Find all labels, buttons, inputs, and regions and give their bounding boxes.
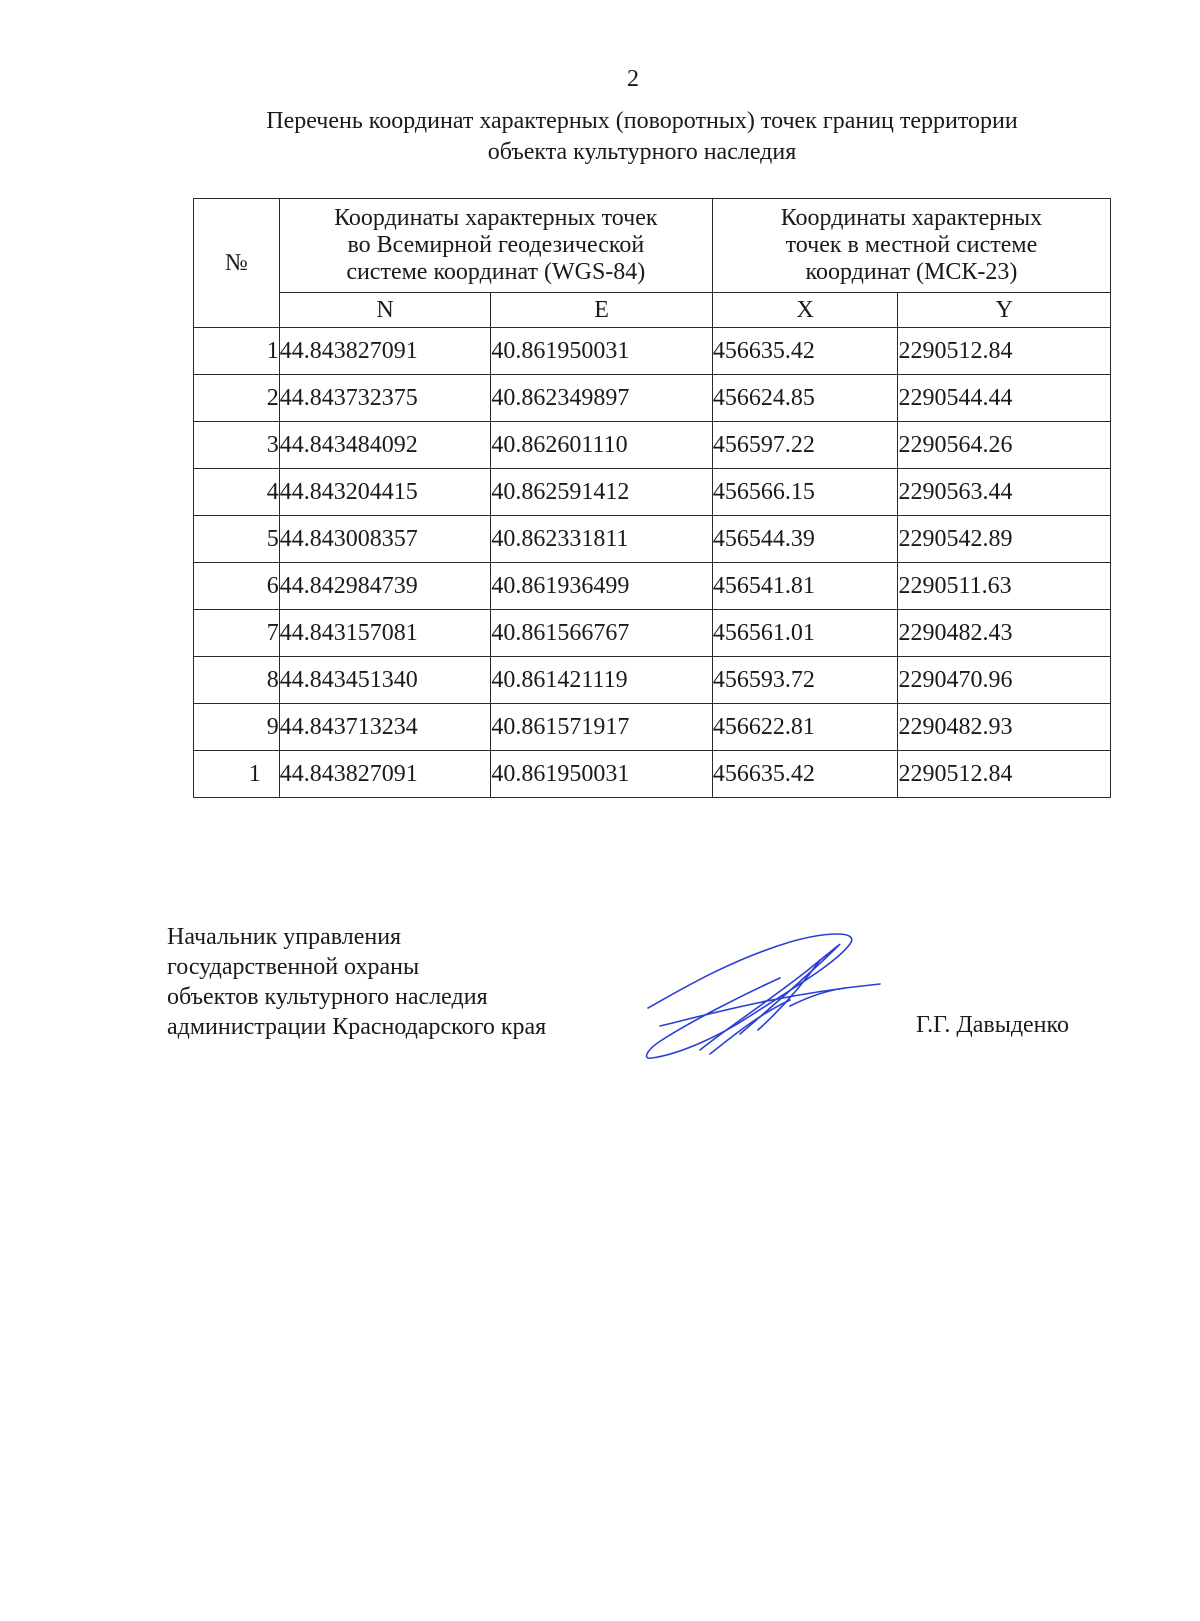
coord-x: 456561.01 bbox=[712, 610, 898, 657]
point-number: 7 bbox=[194, 610, 280, 657]
number-column-header: № bbox=[194, 199, 280, 328]
coord-y: 2290470.96 bbox=[898, 657, 1111, 704]
signatory-position bbox=[167, 922, 546, 1042]
wgs84-group-header bbox=[279, 199, 712, 293]
coord-y: 2290482.43 bbox=[898, 610, 1111, 657]
latitude-n: 44.843204415 bbox=[279, 469, 491, 516]
point-number: 1 bbox=[194, 751, 280, 798]
column-header-x: X bbox=[712, 293, 898, 328]
msk23-group-header bbox=[712, 199, 1110, 293]
title-line-2: объекта культурного наследия bbox=[487, 139, 797, 165]
title-line-1: Перечень координат характерных (поворотных) точек границ территории bbox=[266, 108, 1018, 134]
point-number: 3 bbox=[194, 422, 280, 469]
header-line: во Всемирной геодезической bbox=[347, 232, 645, 258]
point-number: 4 bbox=[194, 469, 280, 516]
column-header-y: Y bbox=[898, 293, 1111, 328]
table-row bbox=[194, 704, 1111, 751]
longitude-e: 40.861571917 bbox=[491, 704, 713, 751]
longitude-e: 40.861421119 bbox=[491, 657, 713, 704]
handwritten-signature bbox=[640, 930, 890, 1070]
table-row bbox=[194, 328, 1111, 375]
latitude-n: 44.843008357 bbox=[279, 516, 491, 563]
point-number: 2 bbox=[194, 375, 280, 422]
longitude-e: 40.862591412 bbox=[491, 469, 713, 516]
coord-y: 2290544.44 bbox=[898, 375, 1111, 422]
column-header-e: E bbox=[491, 293, 713, 328]
coord-x: 456597.22 bbox=[712, 422, 898, 469]
latitude-n: 44.843451340 bbox=[279, 657, 491, 704]
coord-y: 2290542.89 bbox=[898, 516, 1111, 563]
latitude-n: 44.843827091 bbox=[279, 751, 491, 798]
coord-x: 456624.85 bbox=[712, 375, 898, 422]
header-line: Координаты характерных bbox=[780, 205, 1043, 231]
latitude-n: 44.843484092 bbox=[279, 422, 491, 469]
longitude-e: 40.862601110 bbox=[491, 422, 713, 469]
point-number: 8 bbox=[194, 657, 280, 704]
table-row bbox=[194, 751, 1111, 798]
longitude-e: 40.861950031 bbox=[491, 751, 713, 798]
position-line: объектов культурного наследия bbox=[167, 984, 488, 1010]
coord-y: 2290511.63 bbox=[898, 563, 1111, 610]
document-title bbox=[190, 106, 1094, 168]
longitude-e: 40.862331811 bbox=[491, 516, 713, 563]
coordinates-table bbox=[193, 198, 1111, 798]
longitude-e: 40.861566767 bbox=[491, 610, 713, 657]
point-number: 5 bbox=[194, 516, 280, 563]
point-number: 9 bbox=[194, 704, 280, 751]
position-line: Начальник управления bbox=[167, 924, 402, 950]
header-line: Координаты характерных точек bbox=[334, 205, 658, 231]
point-number: 6 bbox=[194, 563, 280, 610]
header-line: системе координат (WGS-84) bbox=[346, 259, 646, 285]
table-row bbox=[194, 657, 1111, 704]
position-line: администрации Краснодарского края bbox=[167, 1014, 547, 1040]
latitude-n: 44.843732375 bbox=[279, 375, 491, 422]
table-row bbox=[194, 375, 1111, 422]
table-row bbox=[194, 610, 1111, 657]
coord-x: 456635.42 bbox=[712, 751, 898, 798]
table-row bbox=[194, 563, 1111, 610]
header-line: координат (МСК-23) bbox=[805, 259, 1018, 285]
longitude-e: 40.861950031 bbox=[491, 328, 713, 375]
coord-x: 456593.72 bbox=[712, 657, 898, 704]
page-number: 2 bbox=[627, 66, 639, 92]
coord-y: 2290512.84 bbox=[898, 751, 1111, 798]
coord-x: 456566.15 bbox=[712, 469, 898, 516]
coord-x: 456541.81 bbox=[712, 563, 898, 610]
coord-x: 456635.42 bbox=[712, 328, 898, 375]
latitude-n: 44.843713234 bbox=[279, 704, 491, 751]
table-row bbox=[194, 516, 1111, 563]
coord-y: 2290512.84 bbox=[898, 328, 1111, 375]
coord-x: 456544.39 bbox=[712, 516, 898, 563]
signer-name: Г.Г. Давыденко bbox=[916, 1012, 1069, 1038]
coord-x: 456622.81 bbox=[712, 704, 898, 751]
longitude-e: 40.862349897 bbox=[491, 375, 713, 422]
latitude-n: 44.842984739 bbox=[279, 563, 491, 610]
latitude-n: 44.843157081 bbox=[279, 610, 491, 657]
table-row bbox=[194, 469, 1111, 516]
header-line: точек в местной системе bbox=[785, 232, 1038, 258]
coord-y: 2290564.26 bbox=[898, 422, 1111, 469]
latitude-n: 44.843827091 bbox=[279, 328, 491, 375]
column-header-n: N bbox=[279, 293, 491, 328]
position-line: государственной охраны bbox=[167, 954, 420, 980]
coord-y: 2290482.93 bbox=[898, 704, 1111, 751]
longitude-e: 40.861936499 bbox=[491, 563, 713, 610]
point-number: 1 bbox=[194, 328, 280, 375]
coord-y: 2290563.44 bbox=[898, 469, 1111, 516]
table-row bbox=[194, 422, 1111, 469]
